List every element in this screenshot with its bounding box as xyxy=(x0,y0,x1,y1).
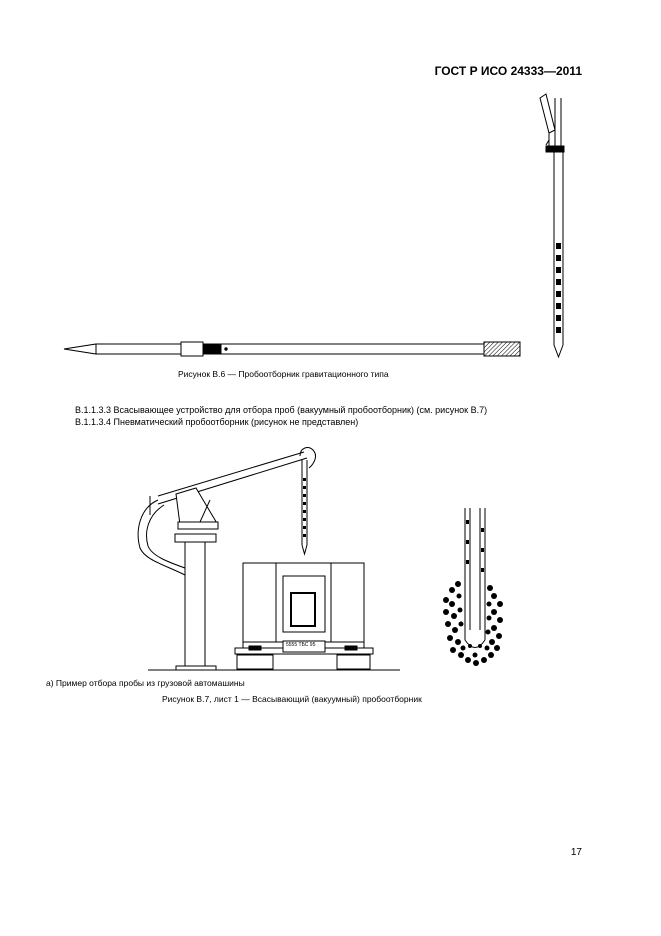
clause-b1134: В.1.1.3.4 Пневматический пробоотборник (рисунок не представлен) xyxy=(75,417,359,427)
document-header: ГОСТ Р ИСО 24333—2011 xyxy=(434,64,582,78)
figure-b7-caption: Рисунок В.7, лист 1 — Всасывающий (вакуумный) пробоотборник xyxy=(162,694,422,704)
page-number: 17 xyxy=(570,847,582,858)
truck-sampling-installation xyxy=(138,448,400,670)
truck-license-plate: 5555 ТБС 95 xyxy=(286,642,316,648)
vertical-gravity-sampler xyxy=(540,94,564,357)
probe-cross-section-detail xyxy=(443,508,503,666)
horizontal-gravity-sampler xyxy=(64,342,520,356)
figure-b7-subcaption: а) Пример отбора пробы из грузовой автомашины xyxy=(46,678,245,688)
figure-b6-caption: Рисунок В.6 — Пробоотборник гравитационного типа xyxy=(178,369,389,379)
clause-b1133: В.1.1.3.3 Всасывающее устройство для отбора проб (вакуумный пробоотборник) (см. рисунок В.7) xyxy=(75,405,488,415)
